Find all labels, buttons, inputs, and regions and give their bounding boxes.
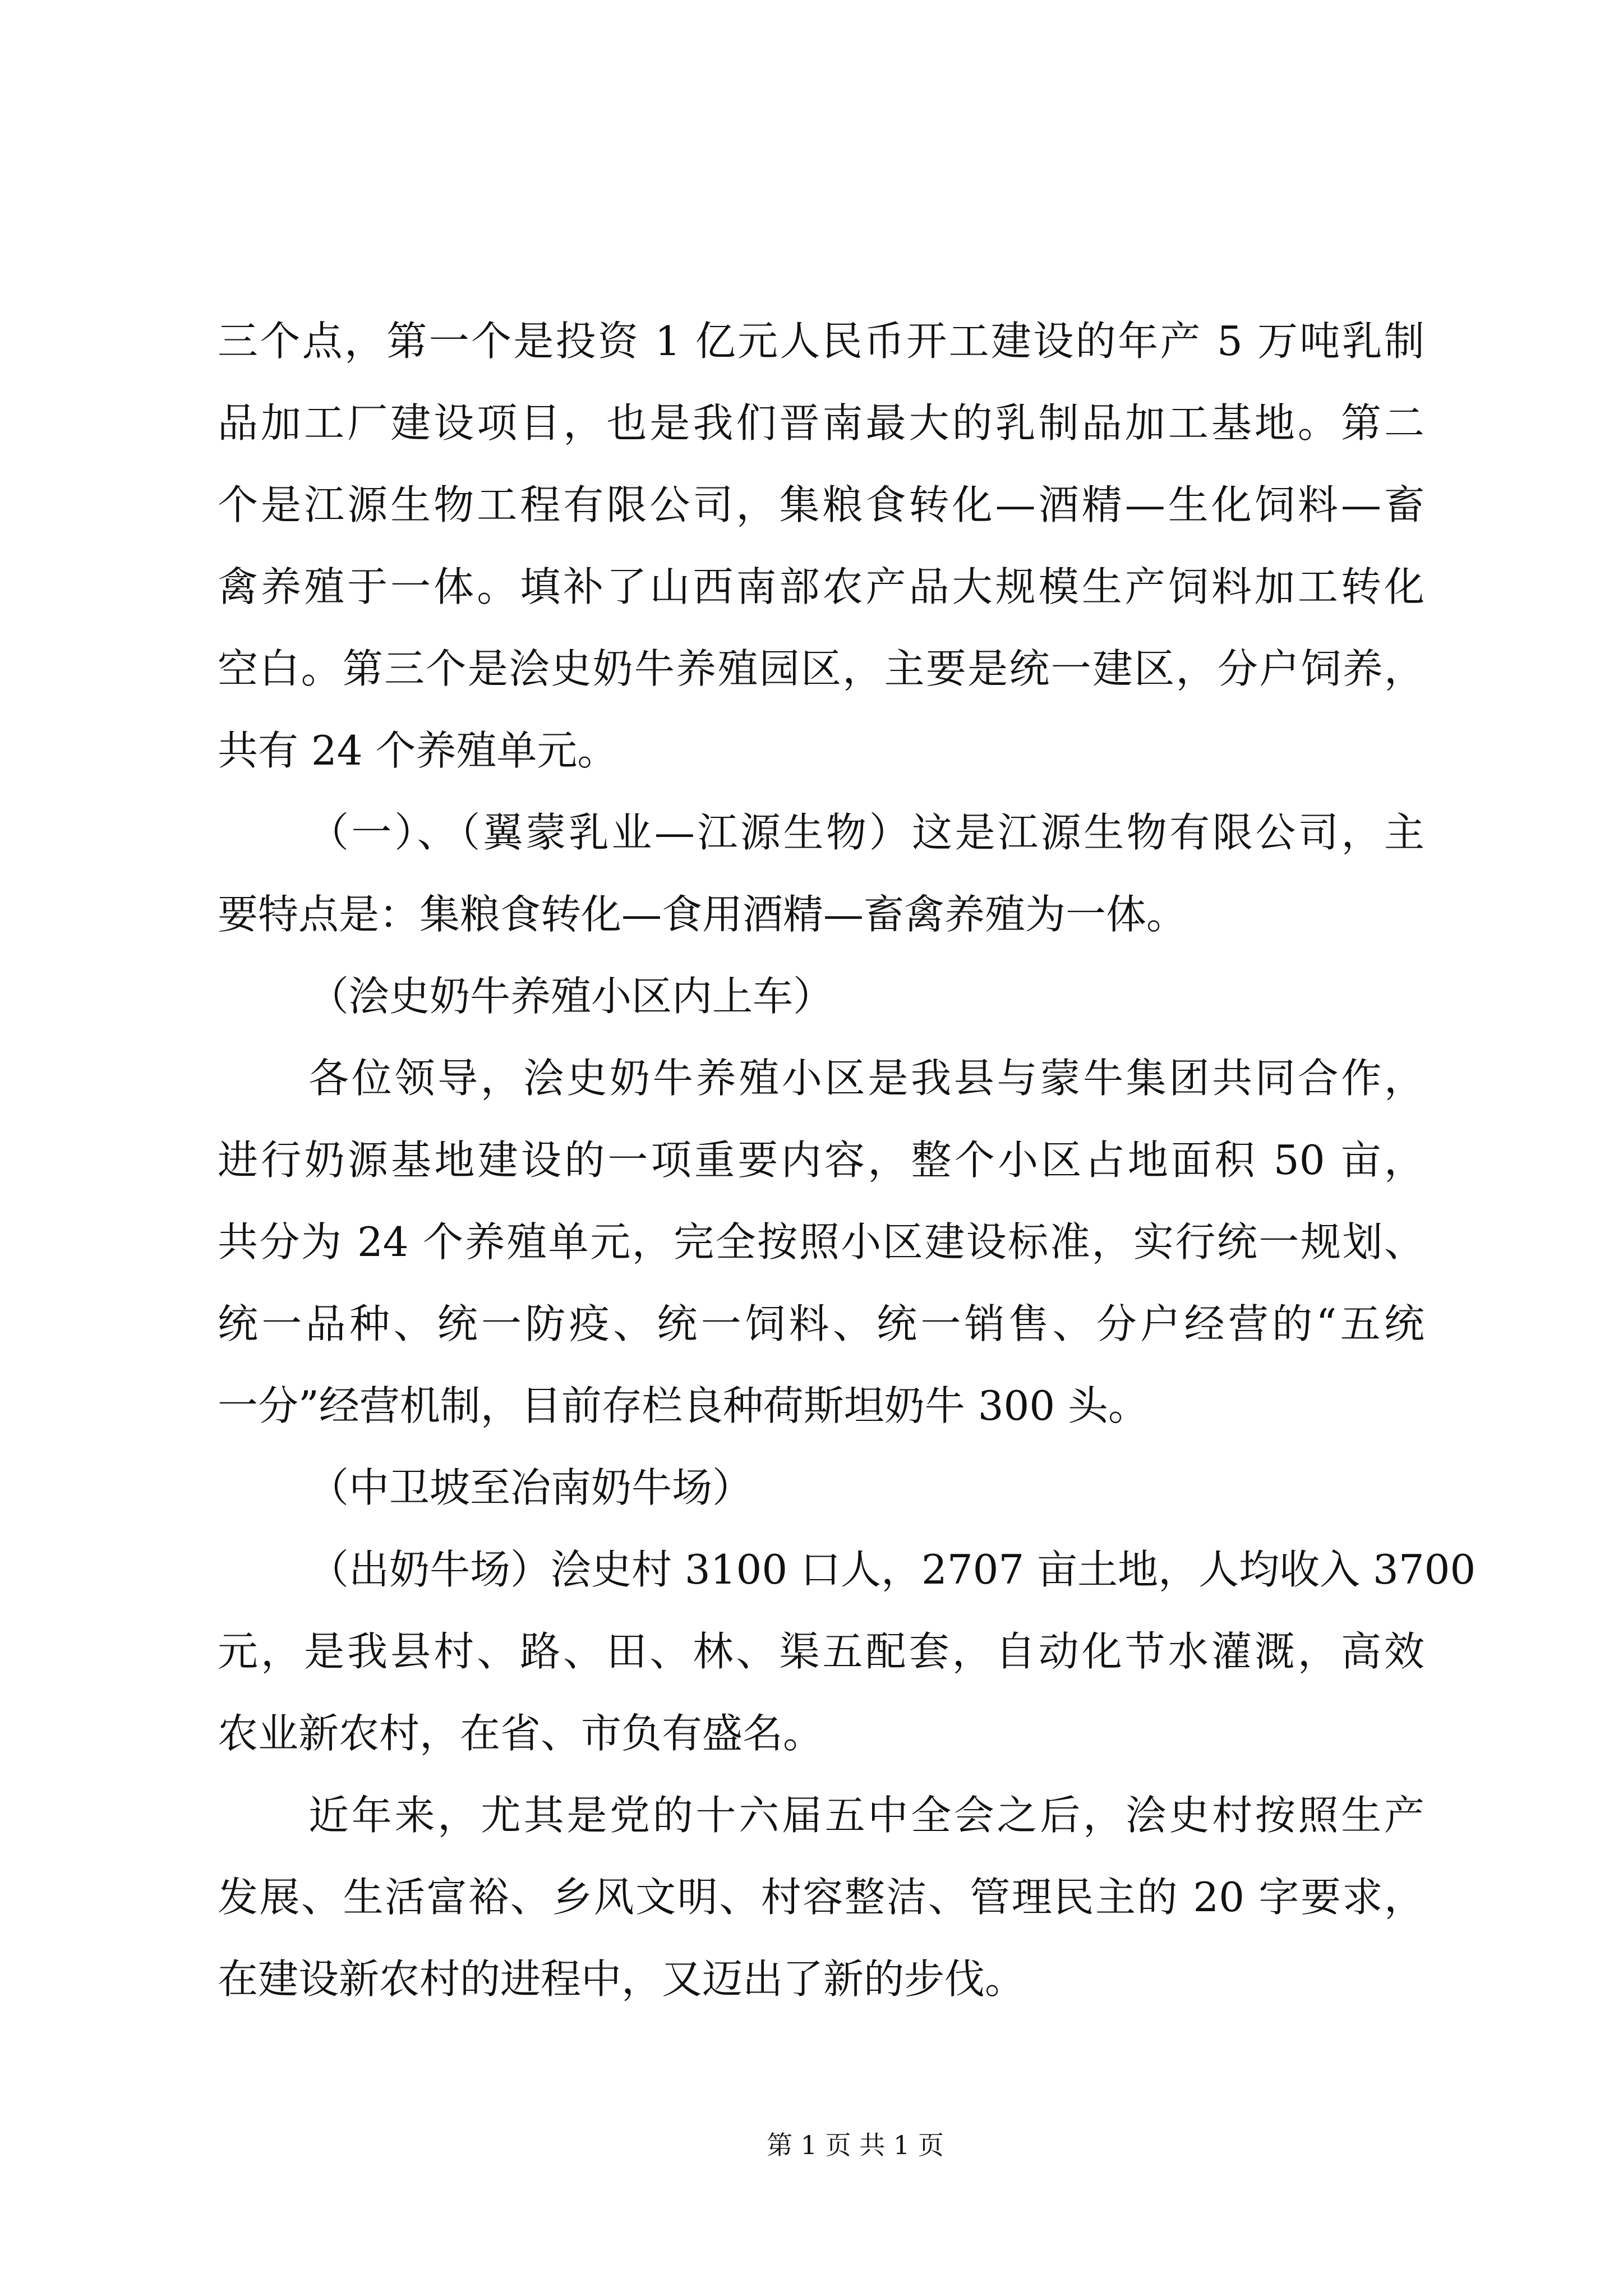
- text-line: 进行奶源基地建设的一项重要内容，整个小区占地面积 50 亩，: [218, 1137, 1424, 1184]
- text-line: 在建设新农村的进程中，又迈出了新的步伐。: [218, 1955, 1026, 2003]
- text-line: 农业新农村，在省、市负有盛名。: [218, 1710, 824, 1757]
- text-line: 统一品种、统一防疫、统一饲料、统一销售、分户经营的“五统: [218, 1300, 1424, 1347]
- text-line: 禽养殖于一体。填补了山西南部农产品大规模生产饲料加工转化: [218, 563, 1424, 610]
- text-line: 各位领导，浍史奶牛养殖小区是我县与蒙牛集团共同合作，: [308, 1055, 1424, 1102]
- paragraph: [218, 1529, 1476, 1774]
- text-line: 空白。第三个是浍史奶牛养殖园区，主要是统一建区，分户饲养，: [218, 645, 1424, 692]
- text-line: （一）、（翼蒙乳业—江源生物）这是江源生物有限公司，主: [308, 809, 1424, 856]
- paragraph: [218, 1037, 1424, 1447]
- text-line: 共分为 24 个养殖单元，完全按照小区建设标准，实行统一规划、: [218, 1218, 1424, 1266]
- paragraph: [218, 1774, 1424, 2020]
- text-line: （出奶牛场）浍史村 3100 口人，2707 亩土地，人均收入 3700: [308, 1546, 1476, 1593]
- text-line: 要特点是：集粮食转化—食用酒精—畜禽养殖为一体。: [218, 891, 1187, 938]
- paragraph: [218, 955, 1424, 1037]
- text-line: 元，是我县村、路、田、林、渠五配套，自动化节水灌溉，高效: [218, 1628, 1424, 1675]
- text-line: （中卫坡至冶南奶牛场）: [308, 1464, 753, 1511]
- paragraph: [218, 1447, 1424, 1529]
- text-line: 个是江源生物工程有限公司，集粮食转化—酒精—生化饲料—畜: [218, 481, 1424, 528]
- text-line: 发展、生活富裕、乡风文明、村容整洁、管理民主的 20 字要求，: [218, 1874, 1424, 1921]
- text-line: 三个点，第一个是投资 1 亿元人民币开工建设的年产 5 万吨乳制: [218, 318, 1424, 365]
- document-body: [218, 300, 1476, 2020]
- text-line: 近年来，尤其是党的十六届五中全会之后，浍史村按照生产: [308, 1792, 1424, 1839]
- page-footer: 第 1 页 共 1 页: [767, 2130, 944, 2160]
- paragraph: [218, 300, 1424, 792]
- text-line: 一分”经营机制，目前存栏良种荷斯坦奶牛 300 头。: [218, 1382, 1149, 1429]
- text-line: （浍史奶牛养殖小区内上车）: [308, 973, 834, 1020]
- text-line: 共有 24 个养殖单元。: [218, 727, 618, 774]
- text-line: 品加工厂建设项目，也是我们晋南最大的乳制品加工基地。第二: [218, 399, 1424, 447]
- paragraph: [218, 792, 1424, 955]
